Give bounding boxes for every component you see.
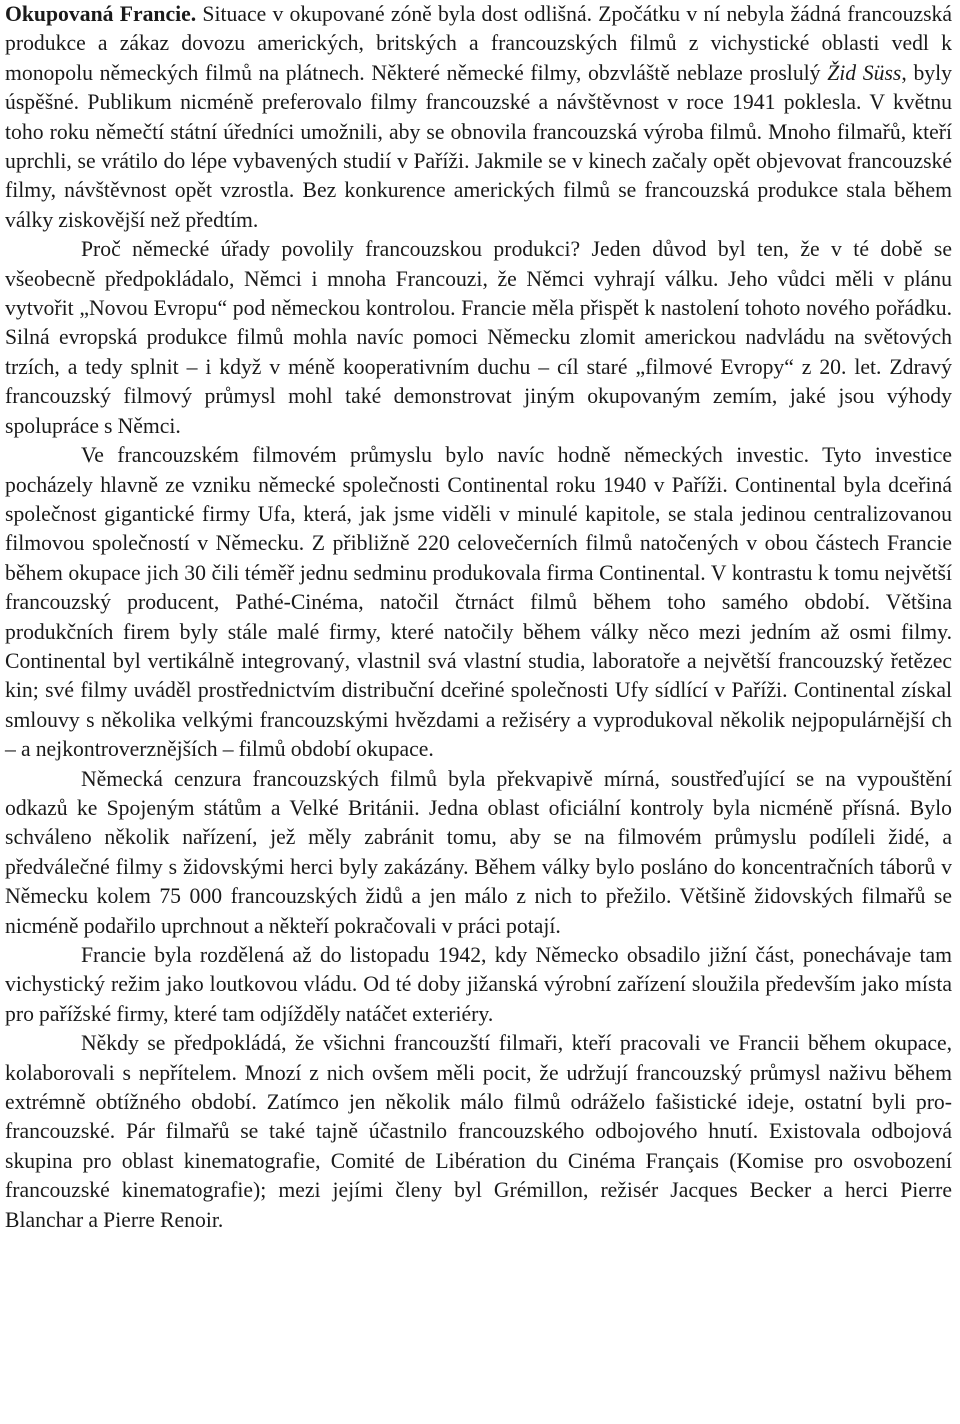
paragraph-occupied-france (5, 0, 952, 235)
document-page (5, 0, 952, 1235)
section-title: Okupovaná Francie. (5, 2, 197, 26)
paragraph-collaboration: Někdy se předpokládá, že všichni francouzští filmaři, kteří pracovali ve Francii během okupace, kolaborovali s nepřítelem. Mnozí z nich ovšem měli pocit, že udržují francouzský průmysl naživu během extrémně obtížného období. Zatímco jen několik málo filmů odráželo fašistické ideje, ostatní byli pro-francouzské. Pár filmařů se také tajně účastnilo francouzského odbojového hnutí. Existovala odbojová skupina pro oblast kinematografie, Comité de Libération du Cinéma Français (Komise pro osvobození francouzské kinematografie); mezi jejími členy byl Grémillon, režisér Jacques Becker a herci Pierre Blanchar a Pierre Renoir. (5, 1031, 952, 1232)
paragraph-why-permitted: Proč německé úřady povolily francouzskou produkci? Jeden důvod byl ten, že v té době se všeobecně předpokládalo, Němci i mnoha Francouzi, že Němci vyhrají válku. Jeho vůdci měli v plánu vytvořit „Novou Evropu“ pod německou kontrolou. Francie měla přispět k nastolení tohoto nového pořádku. Silná evropská produkce filmů mohla navíc pomoci Německu zlomit americkou nadvládu na světových trzích, a tedy splnit – i když v méně kooperativním duchu – cíl staré „filmové Evropy“ z 20. let. Zdravý francouzský filmový průmysl mohl také demonstrovat jiným okupovaným zemím, jaké jsou výhody spolupráce s Němci. (5, 237, 952, 438)
paragraph-text: , byly úspěšné. Publikum nicméně preferovalo filmy francouzské a návštěvnost v roce 1941 poklesla. V květnu toho roku němečtí státní úředníci umožnili, aby se obnovila francouzská výroba filmů. Mnoho filmařů, kteří uprchli, se vrátilo do lépe vybavených studií v Paříži. Jakmile se v kinech začaly opět objevovat francouzské filmy, návštěvnost opět vzrostla. Bez konkurence amerických filmů se francouzská produkce stala během války ziskovější než předtím. (5, 60, 953, 232)
paragraph-division: Francie byla rozdělená až do listopadu 1942, kdy Německo obsadilo jižní část, ponechávaje tam vichystický režim jako loutkovou vládu. Od té doby jižanská výrobní zařízení sloužila především jako místa pro pařížské firmy, které tam odjížděly natáčet exteriéry. (5, 943, 952, 1026)
paragraph-continental: Ve francouzském filmovém průmyslu bylo navíc hodně německých investic. Tyto investice pocházely hlavně ze vzniku německé společnosti Continental roku 1940 v Paříži. Continental byla dceřiná společnost gigantické firmy Ufa, která, jak jsme viděli v minulé kapitole, se stala jedinou centralizovanou filmovou společností v Německu. Z přibližně 220 celovečerních filmů natočených v obou částech Francie během okupace jich 30 čili téměř jednu sedminu produkovala firma Continental. V kontrastu k tomu největší francouzský producent, Pathé-Cinéma, natočil čtrnáct filmů během toho samého období. Většina produkčních firem byly stále malé firmy, které natočily během války něco mezi jedním až osmi filmy. Continental byl vertikálně integrovaný, vlastnil svá vlastní studia, laboratoře a největší francouzský řetězec kin; své filmy uváděl prostřednictvím distribuční dceřiné společnosti Ufy sídlící v Paříži. Continental získal smlouvy s několika velkými francouzskými hvězdami a režiséry a vyprodukoval několik nejpopulárnější ch – a nejkontroverznějších – filmů období okupace. (5, 443, 952, 762)
film-title: Žid Süss (827, 60, 902, 85)
paragraph-text: Situace v okupované zóně byla dost odlišná. Zpočátku v ní nebyla žádná francouzská produkce a zákaz dovozu amerických, britských a francouzských filmů z vichystické oblasti vedl k monopolu německých filmů na plátnech. Některé německé filmy, obzvláště neblaze proslulý (5, 2, 953, 85)
paragraph-censorship: Německá cenzura francouzských filmů byla překvapivě mírná, soustřeďující se na vypouštění odkazů ke Spojeným státům a Velké Británii. Jedna oblast oficiální kontroly byla nicméně přísná. Bylo schváleno několik nařízení, jež měly zabránit tomu, aby se na filmovém průmyslu podíleli židé, a předválečné filmy s židovskými herci byly zakázány. Během války bylo posláno do koncentračních táborů v Německu kolem 75 000 francouzských židů a jen málo z nich to přežilo. Většině židovských filmařů se nicméně podařilo uprchnout a někteří pokračovali v práci potají. (5, 766, 952, 938)
